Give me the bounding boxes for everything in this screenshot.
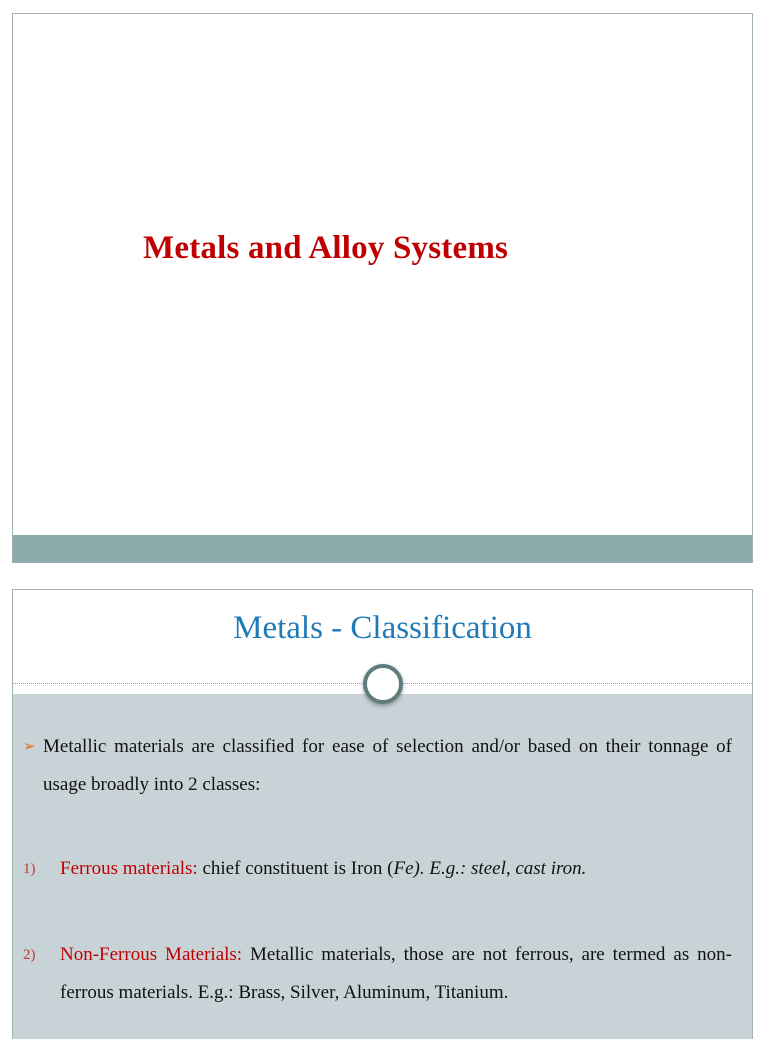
list-item [23, 936, 732, 1012]
term-label: Ferrous materials: [60, 858, 198, 879]
term-label: Non-Ferrous Materials: [60, 944, 243, 965]
slide-content [23, 728, 732, 1012]
list-item-text [60, 850, 732, 888]
slide-title: Metals and Alloy Systems [143, 230, 509, 266]
description-italic: Fe). E.g.: steel, cast iron. [393, 858, 587, 879]
list-item-text [60, 936, 732, 1012]
bullet-text: Metallic materials are classified for ease of selection and/or based on their tonnage of usage broadly into 2 classes: [43, 736, 732, 795]
slide-title: Metals - Classification [233, 610, 532, 646]
list-number: 2) [23, 947, 36, 963]
classification-slide [12, 589, 753, 1039]
bullet-point [23, 728, 732, 804]
list-number: 1) [23, 861, 36, 877]
list-item [23, 850, 732, 888]
title-slide [12, 13, 753, 563]
description: Metallic materials, those are not ferrous, are termed as non-ferrous materials. E.g.: Brass, Silver, Aluminum, Titanium. [60, 944, 732, 1003]
arrow-bullet-icon: ➢ [23, 739, 36, 755]
description: chief constituent is Iron ( [197, 858, 394, 879]
circle-ornament-icon [363, 664, 403, 704]
slide-footer-bar [13, 535, 752, 562]
